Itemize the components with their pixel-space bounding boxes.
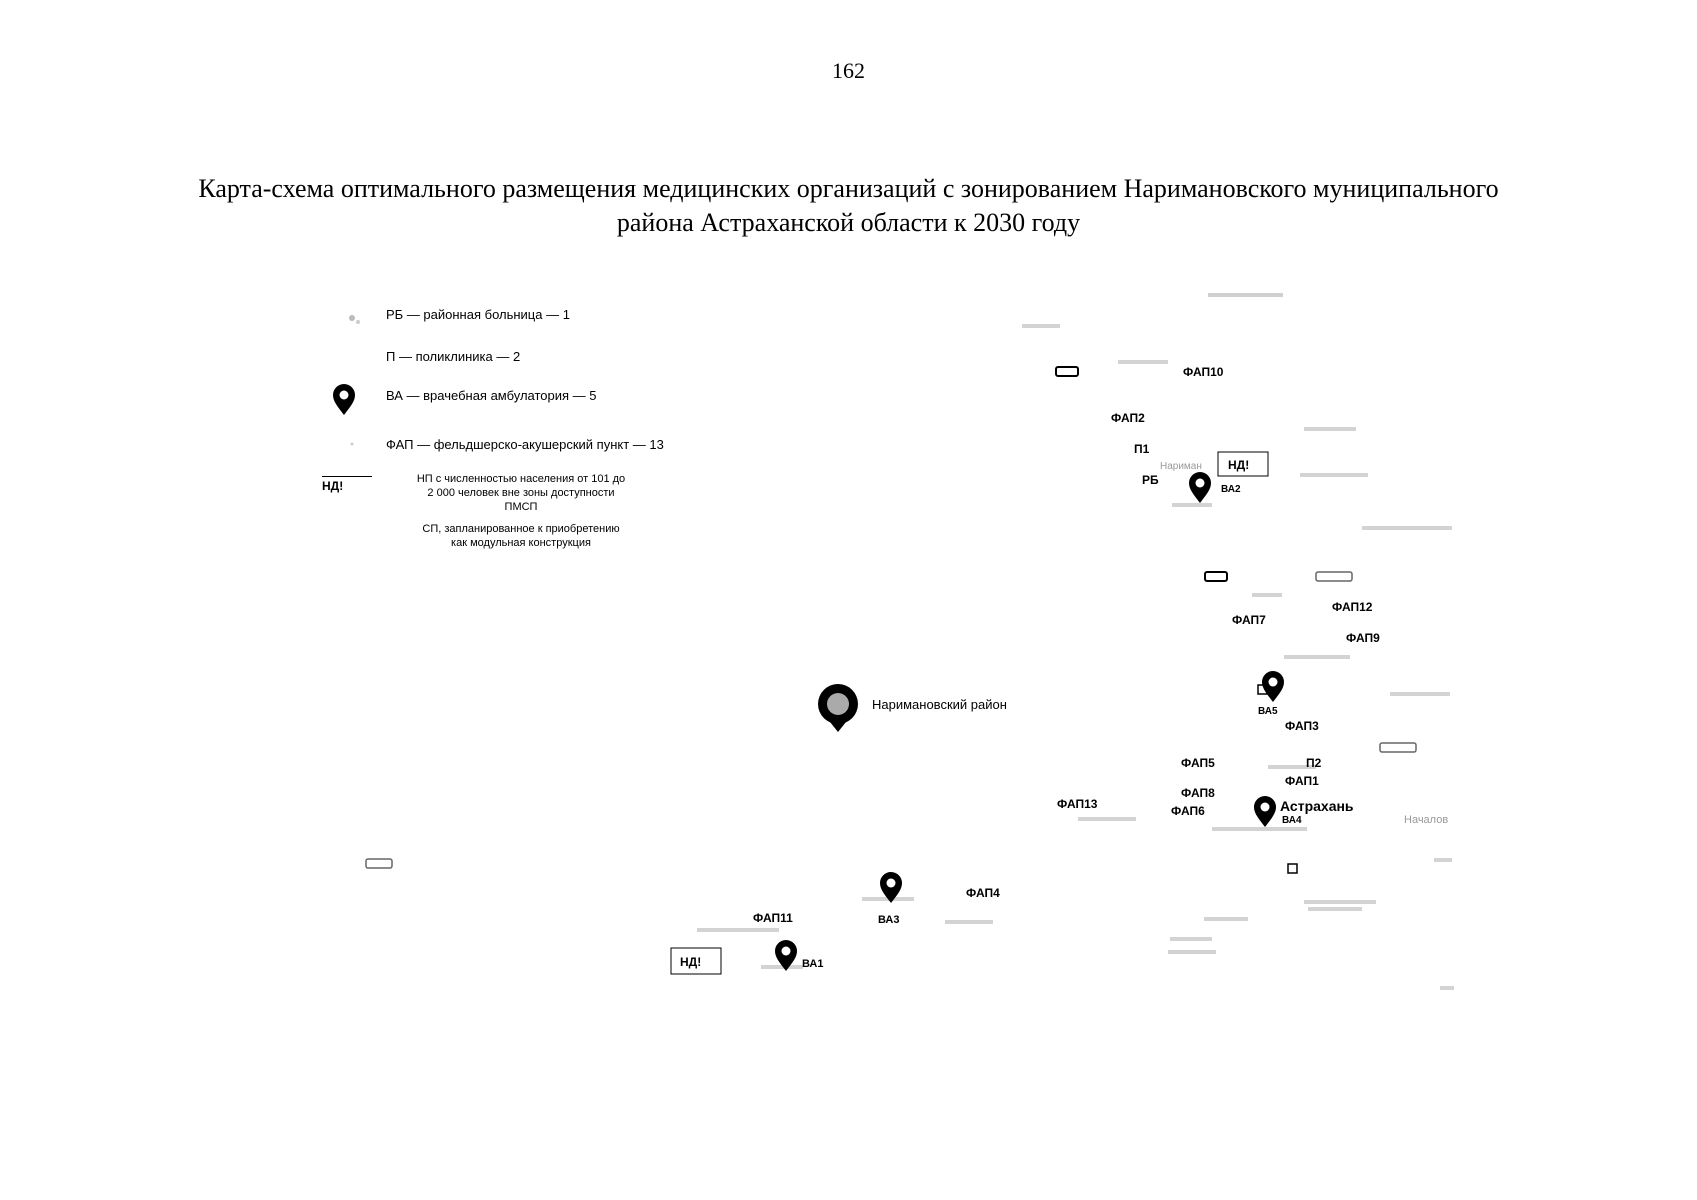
fap1-label: ФАП1 — [1285, 774, 1319, 788]
fap2-label: ФАП2 — [1111, 411, 1145, 425]
fap12-label: ФАП12 — [1332, 600, 1373, 614]
district-center-marker — [818, 684, 858, 732]
nd-box-top — [1218, 452, 1268, 476]
fap7-label: ФАП7 — [1232, 613, 1266, 627]
p2-label: П2 — [1306, 756, 1322, 770]
fap3-label: ФАП3 — [1285, 719, 1319, 733]
rb-label: РБ — [1142, 473, 1159, 487]
legend-sp-line-1: СП, запланированное к приобретению — [422, 523, 620, 535]
legend-rb-text: РБ — районная больница — 1 — [386, 307, 570, 322]
va1-label: ВА1 — [802, 958, 824, 970]
va5-pin-icon — [1262, 671, 1284, 702]
page-number: 162 — [832, 58, 865, 83]
nd-box-bottom — [671, 948, 721, 974]
fap9-label: ФАП9 — [1346, 631, 1380, 645]
p1-label: П1 — [1134, 442, 1150, 456]
legend-np-line-2: 2 000 человек вне зоны доступности — [427, 487, 615, 499]
fap8-label: ФАП8 — [1181, 786, 1215, 800]
fap5-label: ФАП5 — [1181, 756, 1215, 770]
fap11-label: ФАП11 — [753, 911, 793, 925]
legend-p-text: П — поликлиника — 2 — [386, 349, 521, 364]
nd-bottom-label: НД! — [680, 955, 702, 969]
va4-pin-icon — [1254, 796, 1276, 827]
district-label: Наримановский район — [872, 697, 1007, 712]
faint-background-labels — [697, 293, 1454, 990]
nachalovo-label: Началов — [1404, 814, 1449, 826]
legend-np-line-3: ПМСП — [504, 501, 538, 513]
va5-label: ВА5 — [1258, 706, 1278, 717]
fap10-label: ФАП10 — [1183, 365, 1224, 379]
legend-va-text: ВА — врачебная амбулатория — 5 — [386, 388, 597, 403]
fap13-label: ФАП13 — [1057, 797, 1098, 811]
legend-nd-symbol: НД! — [322, 476, 372, 493]
va4-label: ВА4 — [1282, 815, 1302, 826]
fap4-label: ФАП4 — [966, 886, 1000, 900]
va2-label: ВА2 — [1221, 484, 1241, 495]
legend-fap-icon — [351, 443, 354, 446]
astrakhan-label: Астрахань — [1280, 798, 1354, 814]
legend-np-line-1: НП с численностью населения от 101 до — [416, 473, 626, 485]
narimanov-partial-label: Нариман — [1160, 461, 1202, 472]
legend-rb-icon — [349, 315, 360, 324]
fap6-label: ФАП6 — [1171, 804, 1205, 818]
legend-fap-text: ФАП — фельдшерско-акушерский пункт — 13 — [386, 437, 664, 452]
title-line-2: района Астраханской области к 2030 году — [616, 208, 1081, 237]
title-line-1: Карта-схема оптимального размещения медицинских организаций с зонированием Наримановского муниципального — [198, 174, 1499, 203]
va2-pin-icon — [1189, 472, 1211, 503]
nd-top-label: НД! — [1228, 458, 1250, 472]
legend-sp-line-2: как модульная конструкция — [451, 537, 591, 549]
legend-va-pin-icon — [333, 384, 355, 415]
va3-label: ВА3 — [878, 914, 900, 926]
